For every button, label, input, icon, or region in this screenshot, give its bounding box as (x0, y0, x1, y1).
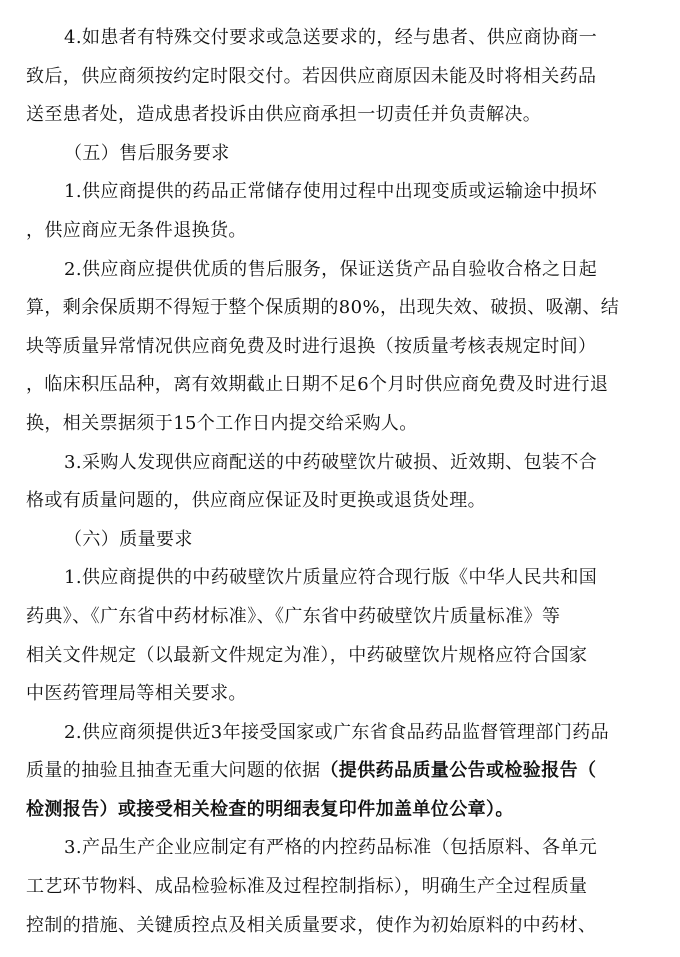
text-line: 致后，供应商须按约定时限交付。若因供应商原因未能及时将相关药品 (26, 65, 597, 87)
text-bold-segment: （提供药品质量公告或检验报告（ (320, 760, 597, 782)
text-line: 2.供应商须提供近3年接受国家或广东省食品药品监督管理部门药品 (64, 721, 610, 743)
text-line: 药典》、《广东省中药材标准》、《广东省中药破壁饮片质量标准》等 (26, 605, 561, 627)
text-normal-segment: 质量的抽验且抽查无重大问题的依据 (26, 760, 321, 782)
paragraph-after-sales-1 (26, 173, 652, 250)
text-line: 块等质量异常情况供应商免费及时进行退换（按质量考核表规定时间） (26, 335, 597, 357)
text-line: 算，剩余保质期不得短于整个保质期的80%，出现失效、破损、吸潮、结 (26, 297, 620, 319)
text-line: 中医药管理局等相关要求。 (26, 683, 247, 705)
text-line: ，供应商应无条件退换货。 (26, 219, 247, 241)
text-line: 1.供应商提供的药品正常储存使用过程中出现变质或运输途中损坏 (64, 181, 598, 203)
text-line: 3.采购人发现供应商配送的中药破壁饮片破损、近效期、包装不合 (64, 451, 598, 473)
section-heading-quality: （六）质量要求 (64, 528, 193, 550)
paragraph-quality-1 (26, 559, 652, 713)
text-line: 送至患者处，造成患者投诉由供应商承担一切责任并负责解决。 (26, 104, 542, 126)
text-line-bold: 检测报告）或接受相关检查的明细表复印件加盖单位公章）。 (26, 798, 514, 820)
text-line: 格或有质量问题的，供应商应保证及时更换或退货处理。 (26, 490, 486, 512)
paragraph-delivery-4 (26, 19, 652, 135)
text-line: 1.供应商提供的中药破壁饮片质量应符合现行版《中华人民共和国 (64, 567, 598, 589)
text-line: ，临床积压品种，离有效期截止日期不足6个月时供应商免费及时进行退 (26, 374, 609, 396)
text-line: 相关文件规定（以最新文件规定为准），中药破壁饮片规格应符合国家 (26, 644, 588, 666)
text-line: 换，相关票据须于15个工作日内提交给采购人。 (26, 412, 418, 434)
paragraph-after-sales-2 (26, 251, 652, 444)
text-line-mixed (26, 752, 652, 791)
text-line: 2.供应商应提供优质的售后服务，保证送货产品自验收合格之日起 (64, 258, 598, 280)
text-line: 4.如患者有特殊交付要求或急送要求的，经与患者、供应商协商一 (64, 27, 598, 48)
text-line: 3.产品生产企业应制定有严格的内控药品标准（包括原料、各单元 (64, 837, 598, 859)
text-line: 工艺环节物料、成品检验标准及过程控制指标），明确生产全过程质量 (26, 876, 588, 898)
text-line: 控制的措施、关键质控点及相关质量要求，使作为初始原料的中药材、 (26, 914, 597, 936)
section-heading-after-sales: （五）售后服务要求 (64, 142, 230, 164)
paragraph-quality-3 (26, 829, 652, 945)
paragraph-quality-2 (26, 714, 652, 830)
paragraph-after-sales-3 (26, 444, 652, 521)
